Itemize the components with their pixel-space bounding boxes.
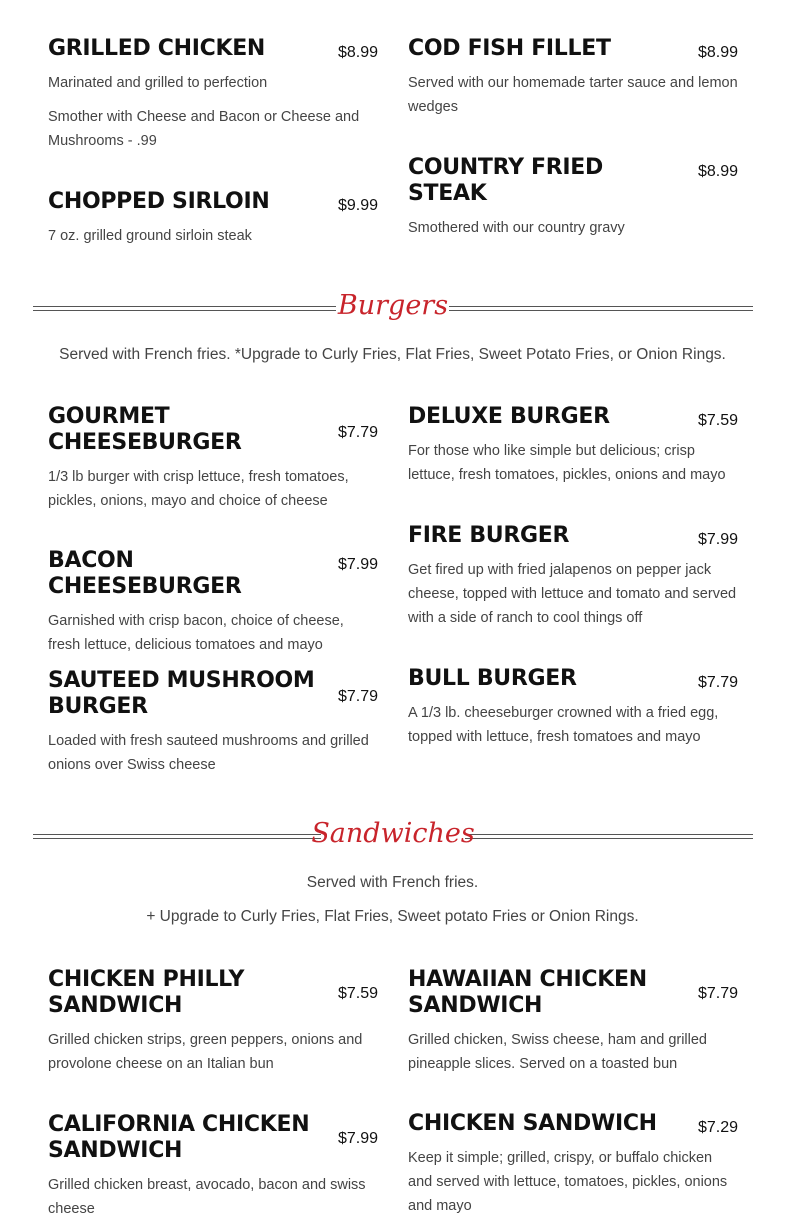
item-description: Loaded with fresh sauteed mushrooms and grilled onions over Swiss cheese: [48, 733, 369, 773]
item-price: $7.79: [337, 424, 378, 441]
item-description: Marinated and grilled to perfection: [48, 75, 268, 91]
item-name: FIRE BURGER: [408, 523, 570, 548]
item-price: $8.99: [697, 44, 738, 61]
item-name: BULL BURGER: [408, 666, 577, 691]
item-name: GRILLED CHICKEN: [48, 36, 266, 61]
item-price: $7.59: [337, 985, 378, 1002]
menu-item-bull-burger: [408, 666, 738, 749]
menu-item-country-fried-steak: [408, 155, 738, 240]
item-description: 7 oz. grilled ground sirloin steak: [48, 228, 252, 244]
item-price: $7.79: [697, 674, 738, 691]
item-name: CALIFORNIA CHICKEN SANDWICH: [48, 1112, 310, 1163]
item-price: $7.59: [697, 412, 738, 429]
menu-item-cod-fish-fillet: [408, 36, 738, 119]
item-price: $7.79: [697, 985, 738, 1002]
item-name: SAUTEED MUSHROOM BURGER: [48, 668, 315, 719]
item-description: A 1/3 lb. cheeseburger crowned with a fried egg, topped with lettuce, fresh tomatoes and mayo: [408, 705, 719, 745]
item-price: $7.99: [337, 1130, 378, 1147]
menu-item-grilled-chicken: [48, 36, 378, 153]
item-name: COD FISH FILLET: [408, 36, 611, 61]
menu-item-deluxe-burger: [408, 404, 738, 487]
sandwiches-note: Served with French fries.: [306, 874, 479, 891]
item-price: $7.29: [697, 1119, 738, 1136]
item-name: COUNTRY FRIED STEAK: [408, 155, 604, 206]
menu-item-gourmet-cheeseburger: [48, 404, 378, 513]
sandwiches-section-header: [33, 816, 753, 856]
item-description: Grilled chicken strips, green peppers, onions and provolone cheese on an Italian bun: [48, 1032, 363, 1072]
item-price: $7.79: [337, 688, 378, 705]
item-description: For those who like simple but delicious; crisp lettuce, fresh tomatoes, pickles, onions and mayo: [408, 443, 726, 483]
item-name: HAWAIIAN CHICKEN SANDWICH: [408, 967, 647, 1018]
burgers-note: Served with French fries. *Upgrade to Curly Fries, Flat Fries, Sweet Potato Fries, or Onion Rings.: [59, 346, 726, 363]
item-name: CHICKEN PHILLY SANDWICH: [48, 967, 245, 1018]
item-price: $7.99: [337, 556, 378, 573]
menu-item-chopped-sirloin: [48, 189, 378, 248]
menu-item-chicken-philly-sandwich: [48, 967, 378, 1076]
item-name: BACON CHEESEBURGER: [48, 548, 242, 599]
burgers-section-header: [33, 288, 753, 328]
item-price: $8.99: [337, 44, 378, 61]
menu-item-california-chicken-sandwich: [48, 1112, 378, 1221]
menu-item-hawaiian-chicken-sandwich: [408, 967, 738, 1076]
item-name: CHOPPED SIRLOIN: [48, 189, 270, 214]
menu-item-bacon-cheeseburger: [48, 548, 378, 657]
item-name: DELUXE BURGER: [408, 404, 610, 429]
menu-item-chicken-sandwich: [408, 1111, 738, 1218]
section-title-burgers: Burgers: [337, 290, 449, 321]
item-description: Keep it simple; grilled, crispy, or buffalo chicken and served with lettuce, tomatoes, pickles, onions and mayo: [408, 1150, 728, 1214]
item-price: $7.99: [697, 531, 738, 548]
section-title-sandwiches: Sandwiches: [311, 818, 475, 849]
menu-item-sauteed-mushroom-burger: [48, 668, 378, 777]
item-name: CHICKEN SANDWICH: [408, 1111, 657, 1136]
item-description: Grilled chicken, Swiss cheese, ham and grilled pineapple slices. Served on a toasted bun: [408, 1032, 707, 1072]
item-name: GOURMET CHEESEBURGER: [48, 404, 242, 455]
menu-item-fire-burger: [408, 523, 738, 630]
item-description: 1/3 lb burger with crisp lettuce, fresh tomatoes, pickles, onions, mayo and choice of cheese: [48, 469, 349, 509]
item-description: Grilled chicken breast, avocado, bacon and swiss cheese: [48, 1177, 366, 1217]
item-price: $8.99: [697, 163, 738, 180]
item-description: Garnished with crisp bacon, choice of cheese, fresh lettuce, delicious tomatoes and mayo: [48, 613, 344, 653]
item-price: $9.99: [337, 197, 378, 214]
item-description: Served with our homemade tarter sauce and lemon wedges: [408, 75, 738, 115]
sandwiches-upgrade-note: + Upgrade to Curly Fries, Flat Fries, Sweet potato Fries or Onion Rings.: [146, 908, 639, 925]
item-description: Smothered with our country gravy: [408, 220, 625, 236]
item-description: Smother with Cheese and Bacon or Cheese and Mushrooms - .99: [48, 109, 360, 149]
item-description: Get fired up with fried jalapenos on pepper jack cheese, topped with lettuce and tomato and served with a side of ranch to cool things off: [408, 562, 737, 626]
